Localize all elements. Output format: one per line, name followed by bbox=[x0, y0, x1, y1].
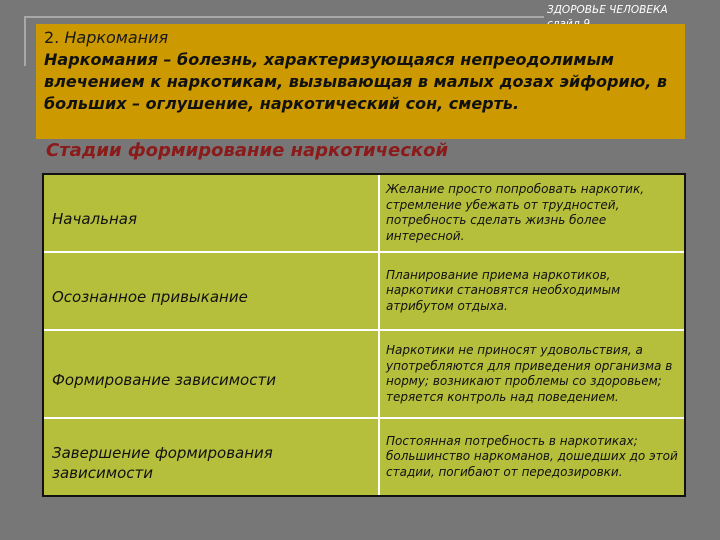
stages-heading: Стадии формирование наркотической bbox=[46, 140, 449, 161]
table-row bbox=[43, 174, 685, 252]
stage-name: Завершение формирования зависимости bbox=[43, 418, 379, 496]
table-row bbox=[43, 418, 685, 496]
stage-description: Постоянная потребность в наркотиках; большинство наркоманов, дошедших до этой стадии, погибают от передозировки. bbox=[379, 418, 685, 496]
definition-title bbox=[44, 28, 168, 47]
table-frame-top bbox=[42, 173, 686, 175]
table-row bbox=[43, 330, 685, 418]
section-title: Наркомания bbox=[64, 28, 169, 47]
background-line bbox=[24, 16, 26, 66]
stage-name: Осознанное привыкание bbox=[43, 252, 379, 330]
definition-box bbox=[36, 24, 685, 139]
stage-name: Начальная bbox=[43, 174, 379, 252]
stage-description: Желание просто попробовать наркотик, стремление убежать от трудностей, потребность сделать жизнь более интересной. bbox=[379, 174, 685, 252]
definition-text: Наркомания – болезнь, характеризующаяся непреодолимым влечением к наркотикам, вызывающая в малых дозах эйфорию, в больших – оглушение, наркотический сон, смерть. bbox=[44, 50, 668, 113]
slide-header-title: ЗДОРОВЬЕ ЧЕЛОВЕКА bbox=[547, 4, 668, 16]
table-row bbox=[43, 252, 685, 330]
table-frame-right bbox=[684, 173, 686, 497]
stage-description: Планирование приема наркотиков, наркотики становятся необходимым атрибутом отдыха. bbox=[379, 252, 685, 330]
stages-table bbox=[42, 173, 686, 497]
background-line bbox=[24, 16, 544, 18]
table-frame-left bbox=[42, 173, 44, 497]
stage-description: Наркотики не приносят удовольствия, а употребляются для приведения организма в норму; возникают проблемы со здоровьем; теряется контроль над поведением. bbox=[379, 330, 685, 418]
stage-name: Формирование зависимости bbox=[43, 330, 379, 418]
section-number: 2. bbox=[44, 28, 60, 47]
